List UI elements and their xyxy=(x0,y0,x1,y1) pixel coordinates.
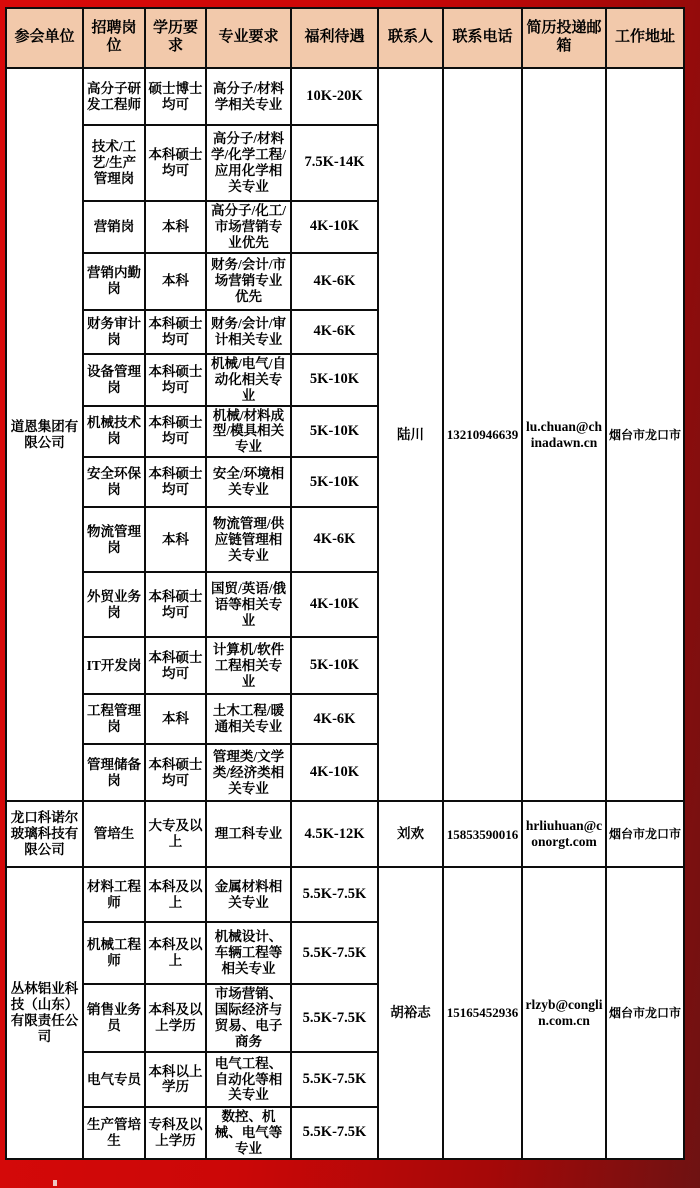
cell-contact-person: 胡裕志 xyxy=(378,867,443,1158)
col-header-company: 参会单位 xyxy=(6,8,83,68)
table-row xyxy=(6,867,684,922)
cell-position-title: 高分子研发工程师 xyxy=(83,68,145,125)
cell-education: 本科硕士均可 xyxy=(145,406,206,458)
cell-salary-range: 5K-10K xyxy=(291,637,378,694)
cell-education: 本科及以上 xyxy=(145,922,206,984)
cell-position-title: 生产管培生 xyxy=(83,1107,145,1159)
cell-position-title: 销售业务员 xyxy=(83,984,145,1052)
cell-contact-person: 陆川 xyxy=(378,68,443,801)
cell-position-title: IT开发岗 xyxy=(83,637,145,694)
cell-major-requirement: 电气工程、自动化等相关专业 xyxy=(206,1052,291,1107)
cell-education: 本科以上学历 xyxy=(145,1052,206,1107)
cell-position-title: 管培生 xyxy=(83,801,145,867)
table-row xyxy=(6,68,684,125)
cell-major-requirement: 机械/电气/自动化相关专业 xyxy=(206,354,291,406)
cell-work-address: 烟台市龙口市 xyxy=(606,68,684,801)
cell-salary-range: 5K-10K xyxy=(291,457,378,507)
cell-salary-range: 4.5K-12K xyxy=(291,801,378,867)
cell-salary-range: 4K-10K xyxy=(291,744,378,801)
cell-salary-range: 5.5K-7.5K xyxy=(291,867,378,922)
cell-education: 本科及以上学历 xyxy=(145,984,206,1052)
cell-position-title: 管理储备岗 xyxy=(83,744,145,801)
cell-work-address: 烟台市龙口市 xyxy=(606,801,684,867)
cell-major-requirement: 计算机/软件工程相关专业 xyxy=(206,637,291,694)
cell-resume-email: hrliuhuan@conorgt.com xyxy=(522,801,606,867)
header-row xyxy=(6,8,684,68)
cell-major-requirement: 财务/会计/审计相关专业 xyxy=(206,310,291,354)
cell-education: 本科 xyxy=(145,253,206,310)
cell-position-title: 电气专员 xyxy=(83,1052,145,1107)
cell-education: 本科 xyxy=(145,201,206,253)
cell-company-name: 丛林铝业科技（山东）有限责任公司 xyxy=(6,867,83,1158)
cell-education: 本科硕士均可 xyxy=(145,457,206,507)
cell-education: 专科及以上学历 xyxy=(145,1107,206,1159)
cell-education: 本科及以上 xyxy=(145,867,206,922)
cell-position-title: 机械工程师 xyxy=(83,922,145,984)
cell-position-title: 技术/工艺/生产管理岗 xyxy=(83,125,145,201)
cell-salary-range: 5K-10K xyxy=(291,406,378,458)
col-header-phone: 联系电话 xyxy=(443,8,522,68)
cell-position-title: 财务审计岗 xyxy=(83,310,145,354)
cell-education: 大专及以上 xyxy=(145,801,206,867)
cell-position-title: 机械技术岗 xyxy=(83,406,145,458)
cell-salary-range: 5.5K-7.5K xyxy=(291,984,378,1052)
cell-education: 本科硕士均可 xyxy=(145,572,206,637)
cell-position-title: 营销岗 xyxy=(83,201,145,253)
cell-major-requirement: 高分子/材料学/化学工程/应用化学相关专业 xyxy=(206,125,291,201)
cell-major-requirement: 机械设计、车辆工程等相关专业 xyxy=(206,922,291,984)
cell-education: 本科硕士均可 xyxy=(145,637,206,694)
cell-major-requirement: 金属材料相关专业 xyxy=(206,867,291,922)
cell-salary-range: 4K-6K xyxy=(291,253,378,310)
cell-salary-range: 4K-6K xyxy=(291,310,378,354)
cell-major-requirement: 机械/材料成型/模具相关专业 xyxy=(206,406,291,458)
cell-major-requirement: 高分子/化工/市场营销专业优先 xyxy=(206,201,291,253)
cell-major-requirement: 财务/会计/市场营销专业优先 xyxy=(206,253,291,310)
cell-salary-range: 5.5K-7.5K xyxy=(291,922,378,984)
cell-position-title: 物流管理岗 xyxy=(83,507,145,572)
cell-education: 本科 xyxy=(145,507,206,572)
cell-major-requirement: 管理类/文学类/经济类相关专业 xyxy=(206,744,291,801)
cell-resume-email: rlzyb@conglin.com.cn xyxy=(522,867,606,1158)
col-header-major: 专业要求 xyxy=(206,8,291,68)
cell-major-requirement: 数控、机械、电气等专业 xyxy=(206,1107,291,1159)
col-header-email: 简历投递邮箱 xyxy=(522,8,606,68)
cell-contact-phone: 13210946639 xyxy=(443,68,522,801)
cell-position-title: 外贸业务岗 xyxy=(83,572,145,637)
cell-education: 本科 xyxy=(145,694,206,744)
table-row xyxy=(6,801,684,867)
cell-education: 本科硕士均可 xyxy=(145,310,206,354)
cell-position-title: 材料工程师 xyxy=(83,867,145,922)
cell-salary-range: 5K-10K xyxy=(291,354,378,406)
cell-education: 本科硕士均可 xyxy=(145,744,206,801)
cell-company-name: 道恩集团有限公司 xyxy=(6,68,83,801)
cell-major-requirement: 安全/环境相关专业 xyxy=(206,457,291,507)
cell-resume-email: lu.chuan@chinadawn.cn xyxy=(522,68,606,801)
cell-work-address: 烟台市龙口市 xyxy=(606,867,684,1158)
cell-major-requirement: 国贸/英语/俄语等相关专业 xyxy=(206,572,291,637)
cell-contact-phone: 15853590016 xyxy=(443,801,522,867)
next-row-edge-hint xyxy=(53,1180,57,1186)
cell-salary-range: 4K-6K xyxy=(291,507,378,572)
cell-salary-range: 5.5K-7.5K xyxy=(291,1107,378,1159)
cell-major-requirement: 市场营销、国际经济与贸易、电子商务 xyxy=(206,984,291,1052)
cell-major-requirement: 理工科专业 xyxy=(206,801,291,867)
col-header-education: 学历要求 xyxy=(145,8,206,68)
cell-salary-range: 4K-10K xyxy=(291,201,378,253)
col-header-address: 工作地址 xyxy=(606,8,684,68)
cell-contact-person: 刘欢 xyxy=(378,801,443,867)
cell-position-title: 安全环保岗 xyxy=(83,457,145,507)
cell-salary-range: 4K-10K xyxy=(291,572,378,637)
cell-salary-range: 5.5K-7.5K xyxy=(291,1052,378,1107)
cell-major-requirement: 物流管理/供应链管理相关专业 xyxy=(206,507,291,572)
cell-position-title: 设备管理岗 xyxy=(83,354,145,406)
col-header-contact: 联系人 xyxy=(378,8,443,68)
cell-education: 硕士博士均可 xyxy=(145,68,206,125)
cell-education: 本科硕士均可 xyxy=(145,354,206,406)
cell-position-title: 工程管理岗 xyxy=(83,694,145,744)
cell-major-requirement: 土木工程/暖通相关专业 xyxy=(206,694,291,744)
cell-major-requirement: 高分子/材料学相关专业 xyxy=(206,68,291,125)
col-header-position: 招聘岗位 xyxy=(83,8,145,68)
cell-salary-range: 4K-6K xyxy=(291,694,378,744)
cell-education: 本科硕士均可 xyxy=(145,125,206,201)
cell-contact-phone: 15165452936 xyxy=(443,867,522,1158)
cell-position-title: 营销内勤岗 xyxy=(83,253,145,310)
cell-salary-range: 10K-20K xyxy=(291,68,378,125)
cell-salary-range: 7.5K-14K xyxy=(291,125,378,201)
job-fair-recruitment-table xyxy=(5,7,685,1160)
col-header-salary: 福利待遇 xyxy=(291,8,378,68)
cell-company-name: 龙口科诺尔玻璃科技有限公司 xyxy=(6,801,83,867)
